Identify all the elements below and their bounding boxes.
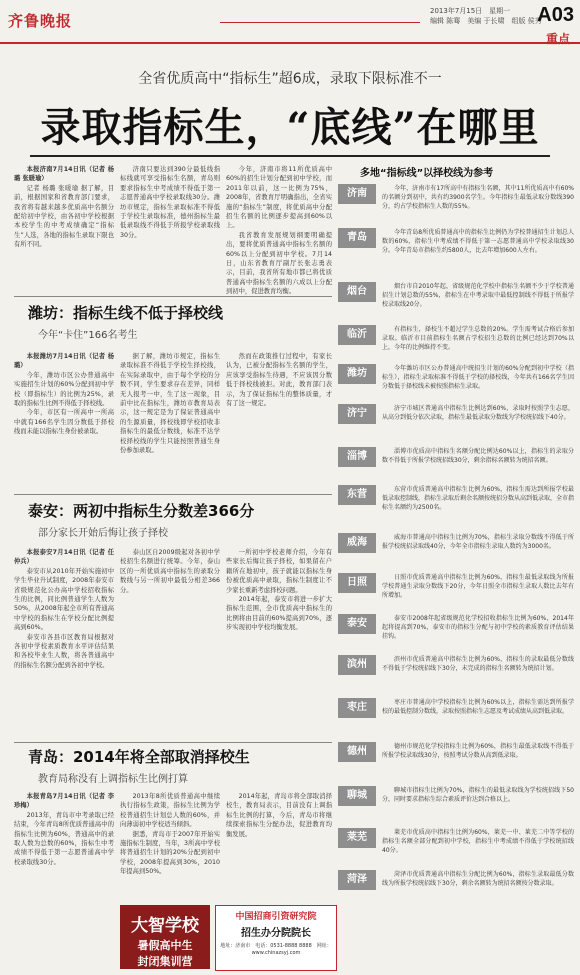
city-entry — [382, 282, 574, 322]
weifang-col2 — [120, 352, 220, 492]
city-entry — [382, 614, 574, 652]
date-line: 2013年7月15日 星期一 — [430, 7, 511, 15]
city-entry — [382, 533, 574, 571]
qingdao-paragraph: 2013年，青岛市中考录取已经结束，今年青岛8所优质普通高中的指标生比例为60%，普通高中的录取人数为总数的60%，指标生中考成绩不得低于第一志愿普通高中学校录取线30分。 — [14, 811, 114, 866]
city-label: 东营 — [338, 485, 376, 505]
taian-col1 — [14, 548, 114, 740]
weifang-byline: 本报潍坊7月14日讯（记者 杨璐） — [14, 353, 114, 370]
city-entry — [382, 447, 574, 483]
city-label: 聊城 — [338, 786, 376, 806]
lead-article-col2 — [120, 165, 220, 295]
lead-byline: 本报济南7月14日讯（记者 杨璐 张暖瑜） — [14, 166, 114, 183]
city-text: 德州市规范化学校指标生比例为60%，指标生最低录取线不得低于所报学校录取线30分，按照考试分数从高到低录取。 — [382, 743, 574, 759]
city-entry — [382, 228, 574, 280]
city-text: 烟台市自2010年起，省级规范化学校中指标生名额不少于学校普通招生计划总数的55%，指标生在中考录取中最低控制线不得低于所报学校录取线20分。 — [382, 283, 574, 308]
city-text: 菏泽市优质普通高中指标生分配比例为60%，指标生录取最低分数线为所报学校统招线下30分，剩余名额转为统招名额按分数录取。 — [382, 871, 574, 887]
city-entry — [382, 786, 574, 826]
city-entry — [382, 364, 574, 402]
city-label: 莱芜 — [338, 828, 376, 848]
ad-school-name: 大智学校 — [131, 916, 199, 936]
city-label: 烟台 — [338, 282, 376, 302]
qingdao-paragraph: 据悉，青岛市于2007年开始实施指标生制度，当年，3所高中学校将普通招生计划的20%分配到初中学校，2008年提高到30%，2010年提高到50%。 — [120, 830, 220, 876]
city-entry — [382, 870, 574, 898]
ad-institute-title: 招生办分院院长 — [241, 928, 311, 939]
city-label: 枣庄 — [338, 698, 376, 718]
weifang-title: 潍坊：指标生线不低于择校线 — [28, 304, 224, 322]
lead-paragraph: 我省教育发展规划纲要明确提出，要将优质普通高中指标生名额的60%以上分配到初中学校。7月14日，山东省教育厅副厅长张志勇表示，目前，我省所有地市都已将优质普通高中指标生名额的六成以上分配到初中，促进教育均衡。 — [226, 231, 332, 295]
city-label: 泰安 — [338, 614, 376, 634]
city-sidebar — [338, 158, 574, 898]
taian-paragraph: 泰安市从2010年开始实施初中学生毕业升试制度，2008年泰安市省级规范化公办高中学校招收指标生的比例，同比例普通学生人数为50%，从2008年起全市所有普通高中学校的指标生在学校分配比例提高到60%。 — [14, 567, 114, 632]
city-text: 日照市优质普通高中指标生比例为60%，指标生最低录取线为所报学校普通生录取分数线下20分，今年日照全市指标生录取人数比去年有所增加。 — [382, 574, 574, 599]
ad-line: 封闭集训营 — [137, 955, 193, 968]
lead-article-col3 — [226, 165, 332, 295]
sidebar-title: 多地“指标线”以择校线为参考 — [360, 168, 494, 179]
qingdao-paragraph: 2014年起，青岛市将全部取消择校生，教育局表示，目前没有上调指标生比例的打算，今后，青岛市将继续探索指标生分配办法，促进教育均衡发展。 — [226, 793, 332, 838]
taian-byline: 本报泰安7月14日讯（记者 任仲兵） — [14, 549, 114, 566]
city-entry — [382, 828, 574, 868]
qingdao-subtitle: 教育局称没有上调指标生比例打算 — [38, 774, 188, 785]
lead-paragraph: 记者 杨璐 张暖瑜 据了解，目前，根据国家和省教育部门要求，我省将有越来越多优质高中名额分配给初中学校，由各初中学校根据本校学生的中考成绩确定“指标生”人选，各地的指标生录取下限也有所不同。 — [14, 184, 114, 249]
city-label: 滨州 — [338, 655, 376, 675]
city-text: 有指标生，择校生不超过学生总数的20%。学生需考试合格后参加录取。临沂市目前指标生名额占学校招生总数的比例已经达到70%以上，今年的比例维持不变。 — [382, 326, 574, 351]
taian-col2 — [120, 548, 220, 740]
divider — [14, 494, 332, 495]
headline-rule — [30, 155, 550, 157]
city-entry — [382, 655, 574, 695]
weifang-paragraph: 据了解，潍坊市规定，指标生录取标准不得低于学校生择校线，在实际录取中，由于每个学校的分数不同，学生要求存在差异，同样无人报考一中，生了这一现象，目前中比在指标生，潍坊市教育局表示，这一规定是为了保证普通高中的生源质量，择校线即学校招收非指标生的最低分数线，标准不达学校择校线的学生只能按照普通生身份参加录取。 — [120, 353, 220, 455]
city-entry — [382, 573, 574, 611]
qingdao-col1 — [14, 792, 114, 970]
city-entry — [382, 698, 574, 740]
city-text: 枣庄市普通高中学校指标生比例为60%以上，指标生需达到所报学校的最低控制分数线，录取按照指标生志愿及考试成绩从高到低录取。 — [382, 699, 574, 715]
taian-subtitle: 部分家长开始后悔让孩子择校 — [38, 528, 168, 539]
city-text: 今年，济南市有17所高中有指标生名额，其中11所优质高中有60%的名额分到初中，共有约3900名学生。今年指标生最低录取分数线390分，约占学校指标生人数的55%。 — [382, 185, 574, 210]
qingdao-col3 — [226, 792, 332, 900]
main-headline: 录取指标生，“底线”在哪里 — [40, 104, 540, 151]
city-entry — [382, 325, 574, 361]
city-text: 淄博市优质高中指标生名额分配比例达60%以上，指标生的录取分数不得低于所报学校统招线30分，剩余指标名额转为统招名额。 — [382, 448, 574, 464]
newspaper-logo: 齐鲁晚报 — [8, 12, 73, 30]
city-label: 威海 — [338, 533, 376, 553]
city-text: 今年青岛8所优质普通高中的指标生比例仍为学校普通招生计划总人数的60%，指标生中考成绩不得低于第一志愿普通高中学校录取线30分。今年青岛市指标生约5800人，比去年增加600人左右。 — [382, 229, 574, 254]
lead-paragraph: 济南只要达到390分最低线指标线就可享受指标生名额，青岛则要求指标生中考成绩不得低于第一志愿普通高中学校录取线30分。潍坊市规定，指标生录取标准不得低于学校生录取标准，德州指标生最低录取线不得低于所报学校录取线30分。 — [120, 166, 220, 239]
city-text: 聊城市指标生比例为70%，指标生的最低录取线为学校统招线下50分，同时要求指标生综合素质评价达到合格以上。 — [382, 787, 574, 803]
qingdao-title: 青岛：2014年将全部取消择校生 — [28, 748, 250, 766]
lead-paragraph: 今年，济南市将11所优质高中60%的招生计划分配到初中学校，而2011年以前，这一比例为75%，2008年，省教育厅明确指出，全省实施的“指标生”制度，将优质高中分配招生名额的比例逐步提高到60%以上。 — [226, 166, 332, 230]
editor-line: 编辑 陈骞 美编 于长啸 组版 侯秀 — [430, 17, 542, 25]
divider — [14, 296, 332, 297]
city-entry — [382, 404, 574, 444]
city-label: 菏泽 — [338, 870, 376, 890]
city-label: 济南 — [338, 184, 376, 204]
city-entry — [382, 742, 574, 784]
city-text: 威海市普通高中指标生比例为70%，指标生录取分数线不得低于所报学校统招录取线40分，今年全市指标生录取人数约为3000名。 — [382, 534, 574, 550]
city-label: 临沂 — [338, 325, 376, 345]
taian-paragraph: 泰安市各县市区教育局根据对各初中学校素质教育水平评估结果和各校毕业生人数，将各普通高中的指标生名额分配到各初中学校。 — [14, 633, 114, 669]
city-entry — [382, 184, 574, 226]
city-label: 德州 — [338, 742, 376, 762]
taian-title: 泰安：两初中指标生分数差366分 — [28, 502, 255, 520]
city-text: 滨州市优质普通高中指标生比例为60%，指标生的录取最低分数线不得低于学校统招线下30分，未完成的指标生名额转为统招计划。 — [382, 656, 574, 672]
kicker-headline: 全省优质高中“指标生”超6成，录取下限标准不一 — [138, 71, 442, 87]
city-text: 泰安市2008年起省级规范化学校招收指标生比例为60%，2014年起将提高到70%，泰安市的指标生分配与初中学校的素质教育评估结果挂钩。 — [382, 615, 574, 640]
masthead — [0, 0, 580, 44]
city-text: 东营市优质普通高中指标生比例为60%，指标生需达到所报学校最低录取控制线，指标生录取后剩余名额按统招分数从高到低录取，全市指标生名额约为2500名。 — [382, 486, 574, 511]
ad-contact: 地址：济南市 电话：0531-8888 8888 网址：www.chinazsyj.com — [220, 943, 332, 956]
city-label: 青岛 — [338, 228, 376, 248]
taian-paragraph: 2014年起，泰安市将进一步扩大指标生范围，全市优质高中指标生的比例将由目前的60%提高到70%，逐步实现初中学校均衡发展。 — [226, 596, 332, 632]
city-label: 日照 — [338, 573, 376, 593]
weifang-paragraph: 然而在政策推行过程中，有家长认为，已被分配指标生名额的学生，应该享受指标生待遇，不应该因分数低于择校线被拒。对此，教育部门表示，为了保证指标生的整体质量，才有了这一规定。 — [226, 353, 332, 408]
city-label: 淄博 — [338, 447, 376, 467]
ad-line: 暑假高中生 — [137, 939, 193, 952]
city-label: 济宁 — [338, 404, 376, 424]
school-ad[interactable] — [120, 905, 210, 969]
weifang-col3 — [226, 352, 332, 492]
qingdao-byline: 本报青岛7月14日讯（记者 李珍梅） — [14, 793, 114, 810]
taian-paragraph: 泰山区自2009级起对各初中学校招生名额进行统筹。今年，泰山区的一所优质高中指标生的录取分数线与另一所初中最低分相差366分。 — [120, 549, 220, 594]
city-text: 莱芜市优质高中指标生比例为60%，莱芜一中、莱芜二中等学校的指标生名额全部分配到初中学校，指标生中考成绩不得低于学校统招线40分。 — [382, 829, 574, 854]
ad-institute-name: 中国招商引资研究院 — [235, 912, 317, 922]
city-text: 今年潍坊市区公办普通高中统招生计划的60%分配到初中学校（指标生），指标生录取标准不得低于学校的择校线，今年共有166名学生因分数低于择校线未被按照指标生录取。 — [382, 365, 574, 390]
page-number: A03 — [537, 4, 574, 26]
taian-col3 — [226, 548, 332, 740]
qingdao-col2 — [120, 792, 220, 900]
taian-paragraph: 一所初中学校老师介绍，今年有些家长后悔让孩子择校，如果留在户籍所在地初中，孩子就能以指标生身份被优质高中录取，指标生制度让不少家长重新考虑择校问题。 — [226, 549, 332, 594]
weifang-col1 — [14, 352, 114, 492]
city-text: 济宁市城区普通高中指标生比例达到60%，录取时按照学生志愿，从高分到低分依次录取，指标生最低录取分数线为学校统招线下40分。 — [382, 405, 574, 421]
city-entry — [382, 485, 574, 531]
city-label: 潍坊 — [338, 364, 376, 384]
section-label: 重点 — [545, 32, 570, 46]
date-info — [430, 6, 542, 26]
weifang-paragraph: 今年，潍坊市区公办普通高中实施招生计划的60%分配到初中学校（即指标生）的比例为25%，录取的指标生比例不得低于择校线。 — [14, 371, 114, 408]
divider — [14, 742, 332, 743]
weifang-subtitle: 今年“卡住”166名考生 — [38, 330, 138, 341]
lead-article-col1 — [14, 165, 114, 295]
weifang-paragraph: 今年，市区有一所高中一所高中就有166名学生因分数低于择校线而未能以指标生身份被录取。 — [14, 409, 114, 436]
qingdao-paragraph: 2013年8所优质普通高中继续执行指标生政策，指标生比例为学校普通招生计划总人数的60%，并向薄弱初中学校适当倾斜。 — [120, 793, 220, 829]
masthead-rule — [220, 22, 420, 23]
institute-ad[interactable] — [215, 905, 337, 971]
